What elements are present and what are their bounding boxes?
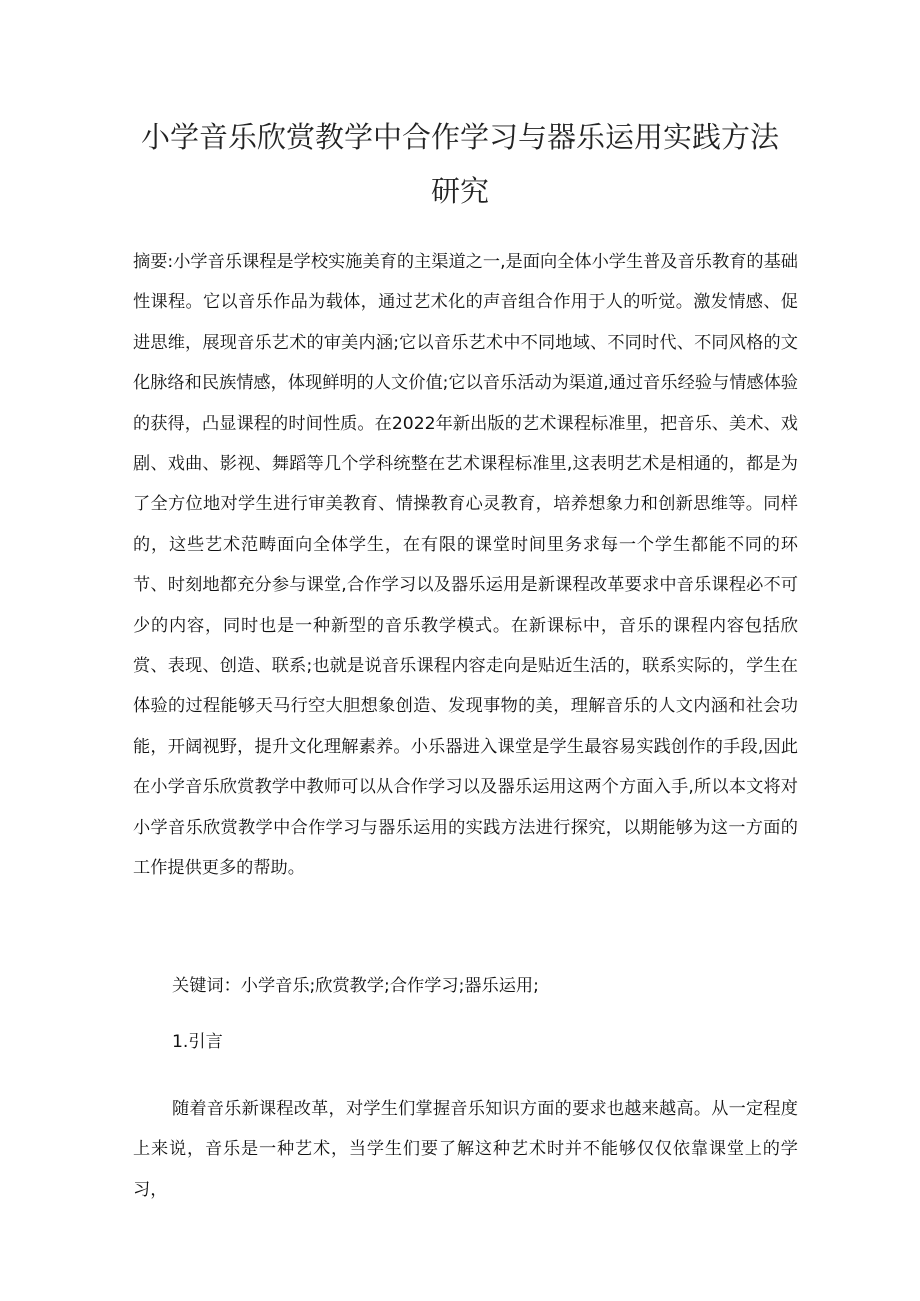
keywords-line: 关键词：小学音乐;欣赏教学;合作学习;器乐运用;: [172, 976, 539, 996]
document-title-continued: 研究: [430, 174, 489, 208]
document-title: 小学音乐欣赏教学中合作学习与器乐运用实践方法: [140, 120, 779, 154]
intro-paragraph: 随着音乐新课程改革，对学生们掌握音乐知识方面的要求也越来越高。从一定程度上来说，音乐是一种艺术，当学生们要了解这种艺术时并不能够仅仅依靠课堂上的学习，: [133, 1099, 798, 1200]
section-heading: 1.引言: [172, 1032, 223, 1052]
abstract-paragraph: 摘要:小学音乐课程是学校实施美育的主渠道之一,是面向全体小学生普及音乐教育的基础性课程。它以音乐作品为载体，通过艺术化的声音组合作用于人的听觉。激发情感、促进思维，展现音乐艺术的审美内涵;它以音乐艺术中不同地域、不同时代、不同风格的文化脉络和民族情感，体现鲜明的人文价值;它以音乐活动为渠道,通过音乐经验与情感体验的获得，凸显课程的时间性质。在2022年新出版的艺术课程标准里，把音乐、美术、戏剧、戏曲、影视、舞蹈等几个学科统整在艺术课程标准里,这表明艺术是相通的，都是为了全方位地对学生进行审美教育、情操教育心灵教育，培养想象力和创新思维等。同样的，这些艺术范畴面向全体学生，在有限的课堂时间里务求每一个学生都能不同的环节、时刻地都充分参与课堂,合作学习以及器乐运用是新课程改革要求中音乐课程必不可少的内容，同时也是一种新型的音乐教学模式。在新课标中，音乐的课程内容包括欣赏、表现、创造、联系;也就是说音乐课程内容走向是贴近生活的，联系实际的，学生在体验的过程能够天马行空大胆想象创造、发现事物的美，理解音乐的人文内涵和社会功能，开阔视野，提升文化理解素养。小乐器进入课堂是学生最容易实践创作的手段,因此在小学音乐欣赏教学中教师可以从合作学习以及器乐运用这两个方面入手,所以本文将对小学音乐欣赏教学中合作学习与器乐运用的实践方法进行探究，以期能够为这一方面的工作提供更多的帮助。: [133, 252, 798, 879]
